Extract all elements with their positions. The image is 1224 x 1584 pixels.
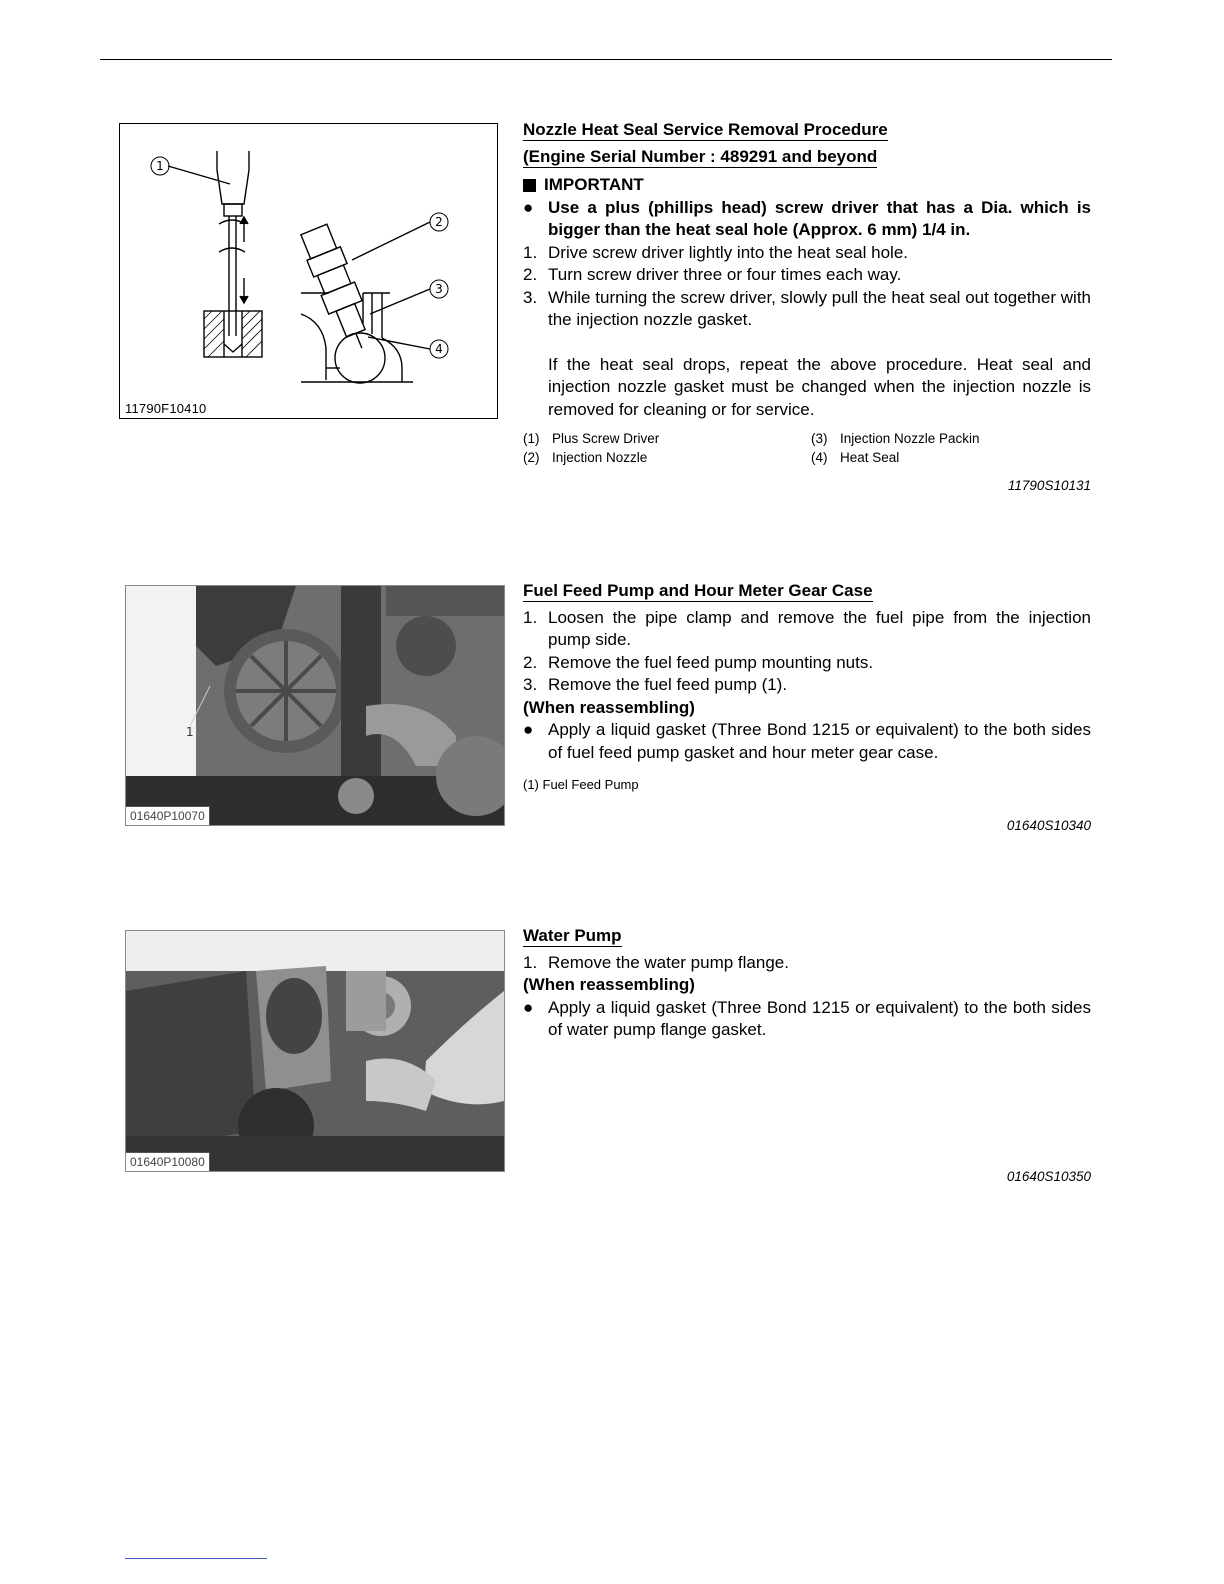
bullet-icon: ● [523, 997, 534, 1017]
fuel-feed-pump-photo [125, 585, 505, 826]
top-rule [100, 59, 1112, 60]
important-notice [523, 174, 1091, 197]
step: 1. Drive screw driver lightly into the heat seal hole. [523, 242, 908, 262]
legend-item: (4) Heat Seal [811, 450, 900, 465]
section-water-pump-code [523, 1166, 1091, 1189]
bullet-icon: ● [523, 197, 534, 217]
step: 2. Remove the fuel feed pump mounting nuts. [523, 652, 874, 672]
section-title: Nozzle Heat Seal Service Removal Procedure [523, 120, 888, 139]
section-water-pump [523, 925, 1091, 1042]
section-subtitle: (Engine Serial Number : 489291 and beyond [523, 146, 878, 166]
photo-callout-1: 1 [186, 725, 194, 739]
important-label: IMPORTANT [544, 175, 644, 194]
callout-1: 1 [156, 159, 164, 173]
parts-legend [523, 429, 1091, 467]
section-title: Fuel Feed Pump and Hour Meter Gear Case [523, 581, 873, 600]
legend-item: (3) Injection Nozzle Packin [811, 431, 980, 446]
doc-code: 11790S10131 [1007, 478, 1091, 493]
callout-4: 4 [435, 342, 443, 356]
heat-seal-diagram [119, 123, 498, 419]
important-square-icon [523, 179, 536, 192]
photo-code: 01640P10070 [126, 806, 210, 825]
callout-3: 3 [435, 282, 443, 296]
heat-seal-diagram-drawing [120, 124, 497, 418]
section-nozzle-heat-seal [523, 119, 1091, 498]
reassembling-label: (When reassembling) [523, 975, 695, 994]
water-pump-photo-drawing [126, 931, 504, 1171]
photo-code: 01640P10080 [126, 1152, 210, 1171]
callout-2: 2 [435, 215, 443, 229]
reassembling-label: (When reassembling) [523, 697, 695, 717]
bottom-rule [125, 1558, 267, 1559]
important-bullet: ● Use a plus (phillips head) screw driver that has a Dia. which is bigger than the heat seal hole (Approx. 6 mm) 1/4 in. [523, 197, 1091, 242]
legend-item: (1) Plus Screw Driver [523, 431, 660, 446]
doc-code: 01640S10340 [1006, 817, 1091, 833]
section-fuel-feed-pump [523, 580, 1091, 837]
step: 1. Loosen the pipe clamp and remove the fuel pipe from the injection pump side. [523, 607, 1091, 649]
step: 3. While turning the screw driver, slowly pull the heat seal out together with the injection nozzle gasket. [523, 287, 1091, 329]
step: 2. Turn screw driver three or four times each way. [523, 265, 902, 284]
water-pump-photo [125, 930, 505, 1172]
reassembling-bullet: ● Apply a liquid gasket (Three Bond 1215 or equivalent) to the both sides of water pump flange gasket. [523, 997, 1091, 1042]
figure-code: 11790F10410 [125, 401, 207, 416]
doc-code: 01640S10350 [1006, 1169, 1091, 1184]
reassembling-bullet: ● Apply a liquid gasket (Three Bond 1215 or equivalent) to the both sides of fuel feed pump gasket and hour meter gear case. [523, 719, 1091, 764]
parts-legend: (1) Fuel Feed Pump [523, 777, 639, 792]
legend-item: (2) Injection Nozzle [523, 450, 648, 465]
bullet-icon: ● [523, 720, 534, 739]
note-paragraph: If the heat seal drops, repeat the above procedure. Heat seal and injection nozzle gasket must be changed when the injection nozzle is removed for cleaning or for service. [548, 354, 1091, 419]
step: 3. Remove the fuel feed pump (1). [523, 675, 788, 694]
step: 1. Remove the water pump flange. [523, 952, 789, 972]
section-title: Water Pump [523, 926, 622, 945]
fuel-feed-pump-photo-drawing [126, 586, 504, 825]
